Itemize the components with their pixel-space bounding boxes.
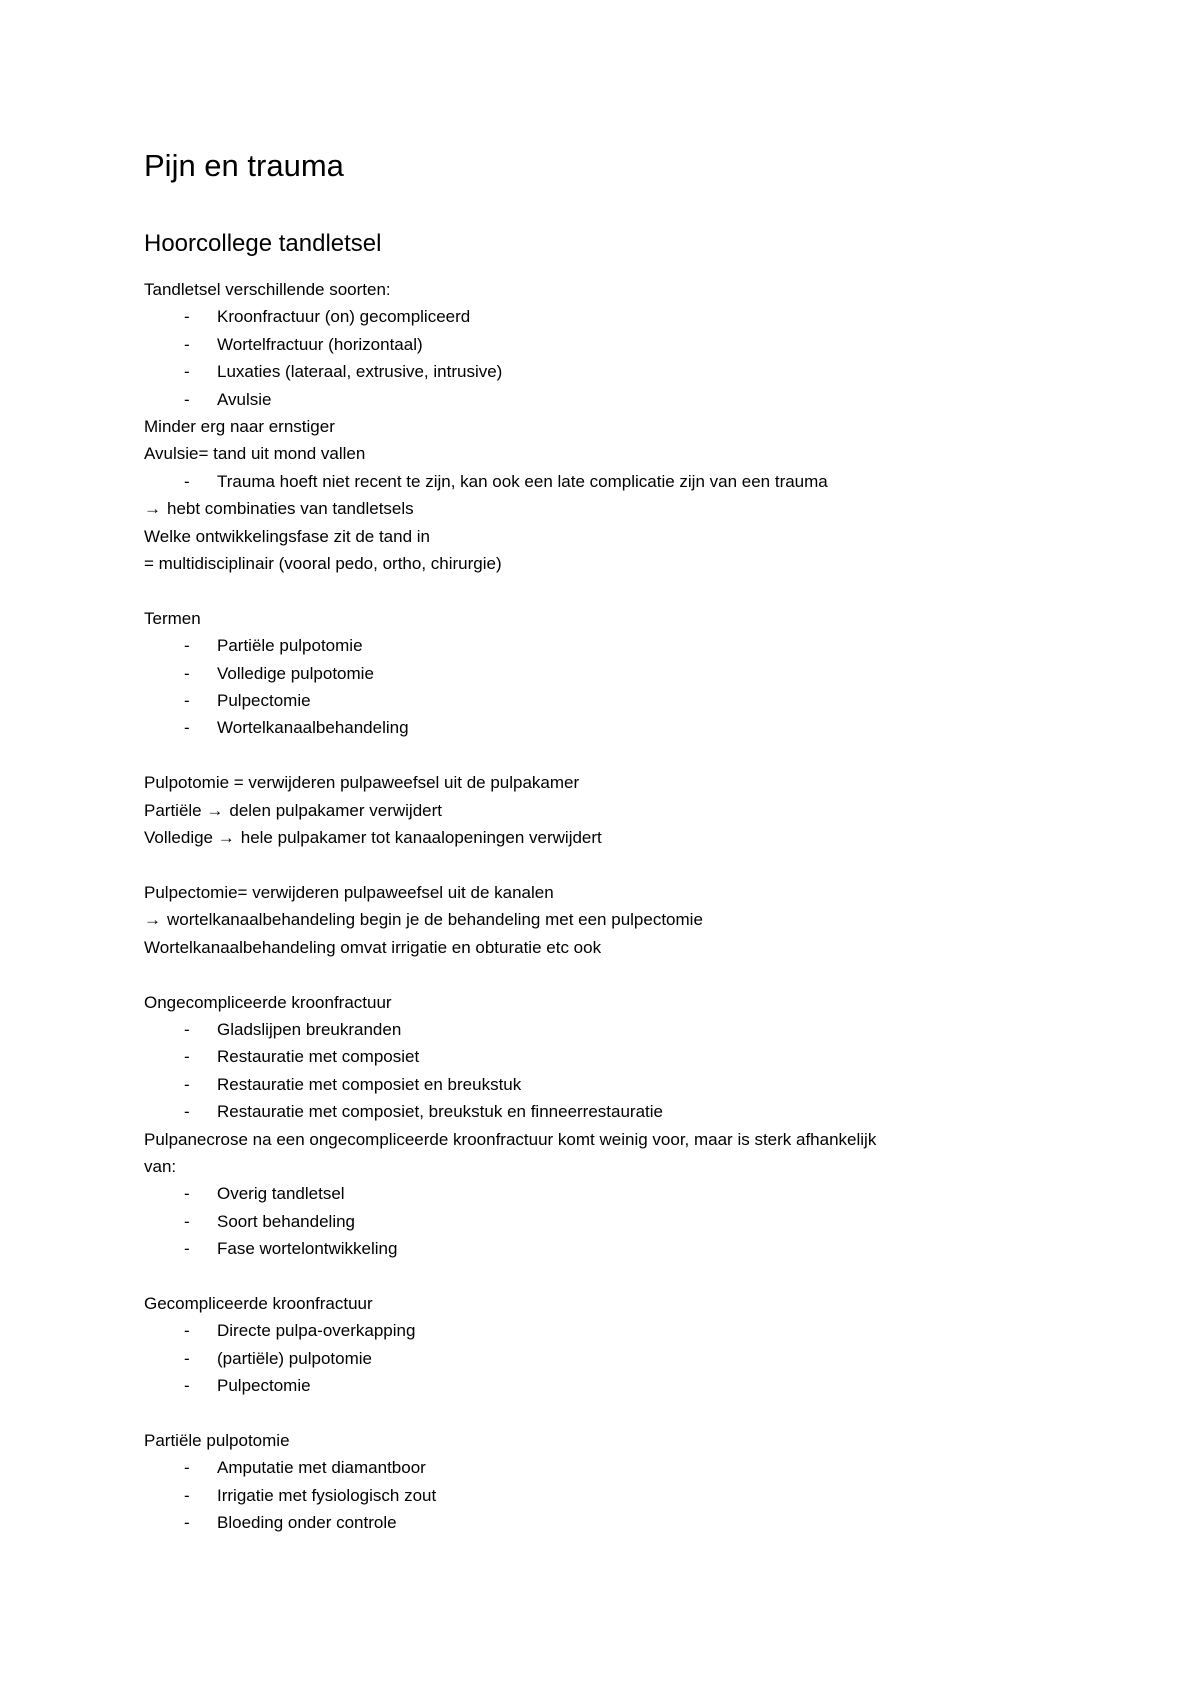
list-item-text: Bloeding onder controle: [217, 1513, 397, 1533]
list-item-text: Gladslijpen breukranden: [217, 1019, 402, 1039]
list-item-text: Fase wortelontwikkeling: [217, 1239, 398, 1259]
blank-line: [144, 1400, 1044, 1427]
text-line: Partiële pulpotomie: [144, 1430, 290, 1450]
list-item-text: Irrigatie met fysiologisch zout: [217, 1485, 437, 1505]
definition-term: Partiële: [144, 800, 202, 820]
text-line: = multidisciplinair (vooral pedo, ortho, chirurgie): [144, 554, 502, 574]
page-title: Pijn en trauma: [144, 148, 344, 183]
text-line: van:: [144, 1156, 177, 1176]
bullet-dash: -: [184, 334, 190, 354]
text-line: Wortelkanaalbehandeling omvat irrigatie en obturatie etc ook: [144, 937, 602, 957]
bullet-dash: -: [184, 1211, 190, 1231]
list-item: [144, 1043, 1044, 1070]
list-item-text: Directe pulpa-overkapping: [217, 1321, 416, 1341]
list-item: [144, 660, 1044, 687]
list-item: [144, 632, 1044, 659]
arrow-right-icon: →: [144, 499, 161, 519]
definition-text: hele pulpakamer tot kanaalopeningen verwijdert: [240, 828, 602, 848]
bullet-dash: -: [184, 1321, 190, 1341]
bullet-dash: -: [184, 1184, 190, 1204]
list-item-text: Wortelkanaalbehandeling: [217, 718, 409, 738]
list-item-text: Restauratie met composiet: [217, 1047, 420, 1067]
section-heading: Hoorcollege tandletsel: [144, 230, 382, 257]
bullet-dash: -: [184, 362, 190, 382]
blank-line: [144, 852, 1044, 879]
list-item-text: Trauma hoeft niet recent te zijn, kan ook een late complicatie zijn van een trauma: [217, 471, 828, 491]
list-item-text: Restauratie met composiet, breukstuk en finneerrestauratie: [217, 1102, 664, 1122]
definition-line: [144, 797, 1044, 824]
list-item: [144, 1235, 1044, 1262]
bullet-dash: -: [184, 663, 190, 683]
list-item: [144, 468, 1044, 495]
text-line: Tandletsel verschillende soorten:: [144, 280, 391, 299]
text-line: Avulsie= tand uit mond vallen: [144, 444, 366, 464]
list-item-text: Luxaties (lateraal, extrusive, intrusive): [217, 362, 503, 382]
text-line: Welke ontwikkelingsfase zit de tand in: [144, 526, 431, 546]
list-item: [144, 1208, 1044, 1235]
bullet-dash: -: [184, 1019, 190, 1039]
bullet-dash: -: [184, 1102, 190, 1122]
list-item: [144, 1098, 1044, 1125]
bullet-dash: -: [184, 471, 190, 491]
bullet-dash: -: [184, 691, 190, 711]
bullet-dash: -: [184, 389, 190, 409]
text-line: Ongecompliceerde kroonfractuur: [144, 992, 392, 1012]
bullet-dash: -: [184, 1458, 190, 1478]
arrow-line-text: hebt combinaties van tandletsels: [167, 499, 414, 519]
list-item: [144, 714, 1044, 741]
list-item-text: Pulpectomie: [217, 691, 311, 711]
list-item: [144, 687, 1044, 714]
blank-line: [144, 742, 1044, 769]
list-item: [144, 1071, 1044, 1098]
blank-line: [144, 961, 1044, 988]
list-item-text: Restauratie met composiet en breukstuk: [217, 1074, 522, 1094]
list-item-text: Avulsie: [217, 389, 272, 409]
arrow-line: [144, 495, 1044, 522]
bullet-dash: -: [184, 1074, 190, 1094]
bullet-dash: -: [184, 307, 190, 327]
list-item-text: Partiële pulpotomie: [217, 636, 363, 656]
text-line: Pulpotomie = verwijderen pulpaweefsel uit de pulpakamer: [144, 773, 580, 793]
arrow-right-icon: →: [206, 800, 224, 820]
definition-text: delen pulpakamer verwijdert: [229, 800, 442, 820]
list-item: [144, 1317, 1044, 1344]
list-item: [144, 1016, 1044, 1043]
list-item: [144, 358, 1044, 385]
text-line: Minder erg naar ernstiger: [144, 417, 335, 437]
bullet-dash: -: [184, 1485, 190, 1505]
document-page: [144, 146, 1044, 1537]
blank-line: [144, 1263, 1044, 1290]
list-item-text: Soort behandeling: [217, 1211, 356, 1231]
list-item-text: Pulpectomie: [217, 1376, 311, 1396]
list-item: [144, 1509, 1044, 1536]
text-line: Termen: [144, 608, 201, 628]
notes-body: [144, 276, 1044, 1537]
list-item: [144, 331, 1044, 358]
list-item: [144, 1454, 1044, 1481]
bullet-dash: -: [184, 1047, 190, 1067]
list-item: [144, 303, 1044, 330]
text-line: Pulpectomie= verwijderen pulpaweefsel uit de kanalen: [144, 882, 554, 902]
list-item-text: (partiële) pulpotomie: [217, 1348, 372, 1368]
list-item: [144, 386, 1044, 413]
bullet-dash: -: [184, 1239, 190, 1259]
arrow-line: [144, 906, 1044, 933]
list-item-text: Kroonfractuur (on) gecompliceerd: [217, 307, 471, 327]
list-item: [144, 1482, 1044, 1509]
bullet-dash: -: [184, 1348, 190, 1368]
list-item: [144, 1345, 1044, 1372]
text-line: Pulpanecrose na een ongecompliceerde kroonfractuur komt weinig voor, maar is sterk afhankelijk: [144, 1129, 877, 1149]
bullet-dash: -: [184, 718, 190, 738]
arrow-right-icon: →: [144, 910, 161, 930]
list-item-text: Volledige pulpotomie: [217, 663, 374, 683]
arrow-right-icon: →: [217, 828, 235, 848]
bullet-dash: -: [184, 1513, 190, 1533]
list-item-text: Overig tandletsel: [217, 1184, 345, 1204]
bullet-dash: -: [184, 1376, 190, 1396]
list-item-text: Wortelfractuur (horizontaal): [217, 334, 423, 354]
text-line: Gecompliceerde kroonfractuur: [144, 1293, 373, 1313]
list-item: [144, 1372, 1044, 1399]
arrow-line-text: wortelkanaalbehandeling begin je de behandeling met een pulpectomie: [167, 910, 703, 930]
definition-line: [144, 824, 1044, 851]
definition-term: Volledige: [144, 828, 214, 848]
bullet-dash: -: [184, 636, 190, 656]
list-item-text: Amputatie met diamantboor: [217, 1458, 426, 1478]
list-item: [144, 1180, 1044, 1207]
blank-line: [144, 577, 1044, 604]
